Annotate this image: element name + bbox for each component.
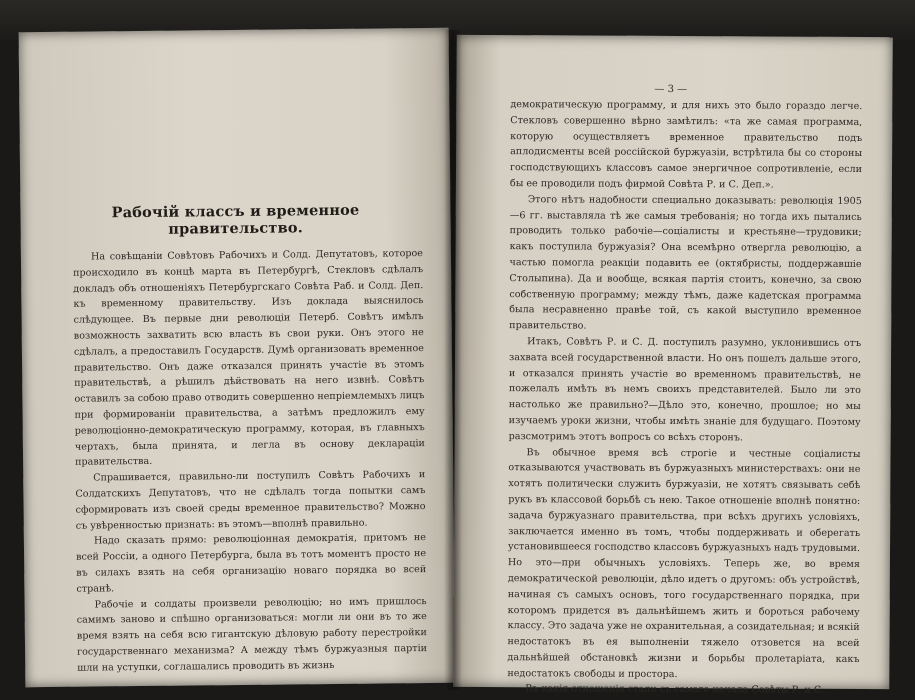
paragraph: Въ какія отношенія стали съ самаго начала Совѣты Р. и С.	[525, 683, 825, 697]
paragraph: Итакъ, Совѣтъ Р. и С. Д. поступилъ разумно, уклонившись отъ захвата всей государственной власти. Но онъ пошелъ дальше этого, и отказался принять участіе во временномъ правительствѣ, не пожелалъ имѣть въ немъ своихъ представителей. Было ли это настолько же правильно?—Дѣло это, конечно, прошлое; но мы изучаемъ уроки жизни, чтобы имѣть знаніе для будущаго. Поэтому разсмотримъ этотъ вопросъ со всѣхъ сторонъ.	[508, 336, 862, 444]
paragraph: Въ обычное время всѣ строгіе и честные соціалисты отказываются участвовать въ буржуазныхъ министерствахъ: они не хотятъ политически служить буржуазіи, не хотятъ связывать себѣ рукъ въ классовой борьбѣ съ нею. Такое отношеніе вполнѣ понятно: задача буржуазнаго правительства, при всѣхъ другихъ условіяхъ, заключается именно въ томъ, чтобы поддерживать и оберегать установившееся господство классовъ буржуазныхъ надъ трудовыми. Но это—при обычныхъ условіяхъ. Теперь же, во время демократической революціи, дѣло идетъ о другомъ: объ устройствѣ, начиная съ самыхъ основъ, того государственнаго порядка, при которомъ придется въ дальнѣйшемъ жить и бороться рабочему классу. Это задача уже не охранительная, а созидательная; и всякій недостатокъ въ ея выполненіи тяжело отзовется на всей дальнѣйшей обстановкѣ жизни и борьбы пролетаріата, какъ недостатокъ свободы и простора.	[507, 446, 861, 680]
paragraph: На совѣщаніи Совѣтовъ Рабочихъ и Солд. Депутатовъ, которое происходило въ концѣ марта въ Петербургѣ, Стекловъ сдѣлалъ докладъ объ отношеніяхъ Петербургскаго Совѣта Раб. и Солд. Деп. къ временному правительству. Изъ доклада выяснилось слѣдующее. Въ первые дни революціи Петерб. Совѣтъ имѣлъ возможность захватить всю власть въ свои руки. Онъ этого не сдѣлалъ, а предоставилъ Государств. Думѣ организовать временное правительство. Онъ даже отказался принять участіе въ этомъ правительствѣ, а рѣшилъ дѣйствовать на него извнѣ. Совѣтъ оставилъ за собою право отводить совершенно непріемлемыхъ лицъ при формированіи правительства, а затѣмъ предложилъ ему революціонно-демократическую программу, которая, въ главныхъ чертахъ, была принята, и легла въ основу деклараціи правительства.	[73, 248, 425, 469]
paragraph: Надо сказать прямо: революціонная демократія, притомъ не всей Россіи, а одного Петербурга, была въ тотъ моментъ просто не въ силахъ взять на себя организацію новаго порядка во всей странѣ.	[76, 532, 427, 595]
paragraph: демократическую программу, и для нихъ это было гораздо легче. Стекловъ совершенно вѣрно замѣтилъ: «та же самая программа, которую осуществляетъ временное правительство подъ аплодисменты всей россійской буржуазіи, встрѣтила бы со стороны господствующихъ классовъ самое энергичное сопротивленіе, если бы ее проводили подъ фирмой Совѣта Р. и С. Деп.».	[509, 99, 863, 191]
right-page	[453, 35, 892, 697]
paragraph: Спрашивается, правильно-ли поступилъ Совѣтъ Рабочихъ и Солдатскихъ Депутатовъ, что не сдѣлалъ тогда попытки самъ сформировать изъ своей среды временное правительство? Можно съ увѣренностью признать: въ этомъ—вполнѣ правильно.	[75, 469, 426, 532]
chapter-title: Рабочій классъ и временное правительство.	[111, 201, 360, 238]
book-gutter	[444, 30, 462, 690]
page-number: — 3 —	[654, 83, 688, 96]
left-page	[19, 28, 456, 687]
right-page-text	[507, 97, 862, 699]
left-page-text	[73, 246, 427, 676]
paragraph: Этого нѣтъ надобности специально доказывать: революція 1905—6 гг. выставляла тѣ же самыя требованія; но тогда ихъ пытались проводить только рабочіе—соціалисты и крестьяне—трудовики; какъ поступила буржуазія? Она всемѣрно отвергла революцію, а частью помогла реакціи подавить ее (октябристы, поддержавшіе Столыпина). Да и вообще, всякая партія стоитъ, конечно, за свою собственную программу; между тѣмъ, даже кадетская программа была несравненно правѣе той, съ какой выступило временное правительство.	[509, 194, 862, 332]
paragraph: Рабочіе и солдаты произвели революцію; но имъ пришлось самимъ заново и спѣшно организоваться: могли ли они въ то же время взять на себя всю гигантскую дѣловую работу перестройки государственнаго механизма? А между тѣмъ буржуазныя партіи шли на уступки, соглашались проводить въ жизнь	[76, 595, 428, 674]
